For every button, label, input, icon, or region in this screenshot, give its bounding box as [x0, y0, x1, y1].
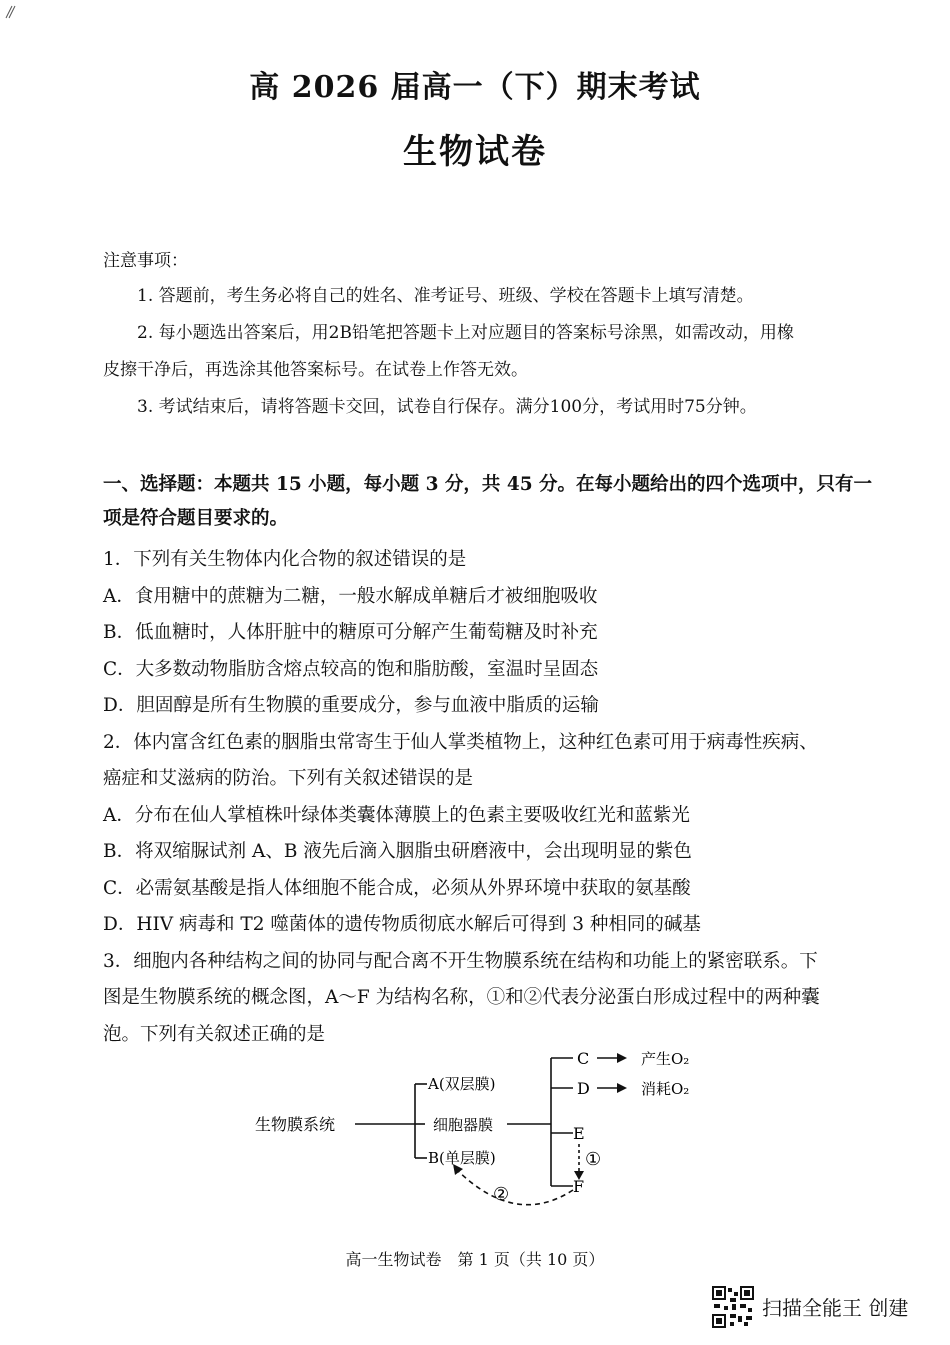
question-1-option-d: D．胆固醇是所有生物膜的重要成分，参与血液中脂质的运输 [103, 695, 599, 716]
notice-item-3: 3. 考试结束后，请将答题卡交回，试卷自行保存。满分100分，考试用时75分钟。 [137, 397, 757, 417]
question-3-stem: 3．细胞内各种结构之间的协同与配合离不开生物膜系统在结构和功能上的紧密联系。下 [103, 951, 818, 972]
notice-item-2-cont: 皮擦干净后，再选涂其他答案标号。在试卷上作答无效。 [103, 360, 528, 380]
notice-heading: 注意事项： [103, 251, 188, 271]
notice-item-1: 1. 答题前，考生务必将自己的姓名、准考证号、班级、学校在答题卡上填写清楚。 [137, 286, 754, 306]
question-3-stem-cont-2: 泡。下列有关叙述正确的是 [103, 1024, 326, 1045]
section-heading: 一、选择题：本题共 15 小题，每小题 3 分，共 45 分。在每小题给出的四个选项中，只有一项是符合题目要求的。 [103, 474, 873, 529]
diagram-produce-o2: 产生O₂ [641, 1050, 690, 1068]
scan-corner-mark [4, 4, 20, 20]
diagram-node-organelle: 细胞器膜 [433, 1116, 494, 1134]
diagram-node-b: B(单层膜) [428, 1149, 496, 1167]
question-2-stem-cont: 癌症和艾滋病的防治。下列有关叙述错误的是 [103, 768, 474, 789]
question-2-option-c: C．必需氨基酸是指人体细胞不能合成，必须从外界环境中获取的氨基酸 [103, 878, 691, 899]
notice-item-2: 2. 每小题选出答案后，用2B铅笔把答题卡上对应题目的答案标号涂黑，如需改动，用橡 [137, 323, 794, 343]
diagram-vesicle-2: ② [493, 1184, 510, 1205]
question-2-option-d: D．HIV 病毒和 T2 噬菌体的遗传物质彻底水解后可得到 3 种相同的碱基 [103, 914, 701, 935]
diagram-vesicle-1: ① [585, 1149, 602, 1170]
exam-title: 高 2026 届高一（下）期末考试 [249, 70, 701, 105]
page-footer: 高一生物试卷 第 1 页（共 10 页） [345, 1250, 605, 1269]
diagram-consume-o2: 消耗O₂ [641, 1080, 690, 1098]
diagram-node-f: F [573, 1177, 585, 1196]
question-2-option-a: A．分布在仙人掌植株叶绿体类囊体薄膜上的色素主要吸收红光和蓝紫光 [103, 805, 690, 826]
question-3-stem-cont-1: 图是生物膜系统的概念图，A～F 为结构名称，①和②代表分泌蛋白形成过程中的两种囊 [103, 987, 820, 1008]
question-1-stem: 1．下列有关生物体内化合物的叙述错误的是 [103, 549, 467, 570]
membrane-system-diagram [255, 1038, 715, 1218]
diagram-node-d: D [577, 1079, 590, 1098]
question-2-option-b: B．将双缩脲试剂 A、B 液先后滴入胭脂虫研磨液中，会出现明显的紫色 [103, 841, 692, 862]
question-2-stem: 2．体内富含红色素的胭脂虫常寄生于仙人掌类植物上，这种红色素可用于病毒性疾病、 [103, 732, 818, 753]
subject-title: 生物试卷 [403, 132, 547, 172]
qr-code-icon [712, 1286, 754, 1328]
diagram-node-c: C [577, 1049, 590, 1068]
diagram-node-e: E [573, 1124, 585, 1143]
question-1-option-b: B．低血糖时，人体肝脏中的糖原可分解产生葡萄糖及时补充 [103, 622, 598, 643]
diagram-node-a: A(双层膜) [428, 1075, 496, 1093]
scanner-watermark: 扫描全能王 创建 [762, 1296, 909, 1320]
question-1-option-c: C．大多数动物脂肪含熔点较高的饱和脂肪酸，室温时呈固态 [103, 659, 599, 680]
diagram-root-label: 生物膜系统 [255, 1115, 336, 1134]
question-1-option-a: A．食用糖中的蔗糖为二糖，一般水解成单糖后才被细胞吸收 [103, 586, 598, 607]
